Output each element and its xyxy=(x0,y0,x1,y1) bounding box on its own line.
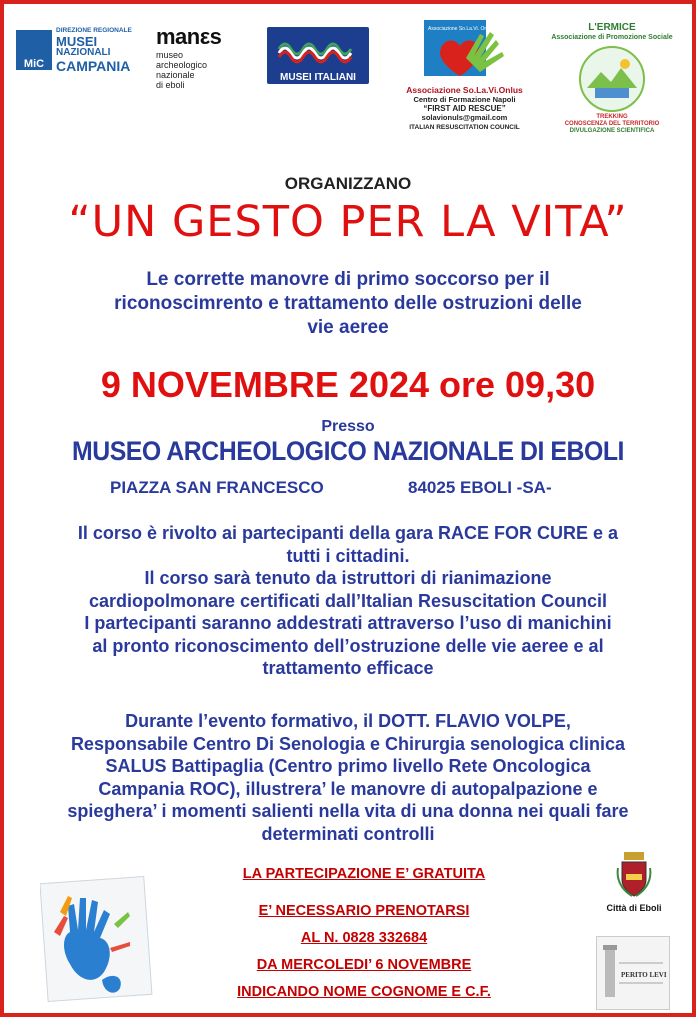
ermice-title: L'ERMICE xyxy=(588,22,636,33)
body2-line: determinati controlli xyxy=(261,823,435,844)
ermice-line2: CONOSCENZA DEL TERRITORIO xyxy=(564,121,660,128)
solavi-name: Associazione So.La.Vi.Onlus xyxy=(406,85,523,95)
subtitle xyxy=(4,268,692,340)
registration-phone: AL N. 0828 332684 xyxy=(300,930,428,946)
ermice-line3: DIVULGAZIONE SCIENTIFICA xyxy=(569,128,655,135)
body2-line: Durante l’evento formativo, il DOTT. FLAVIO VOLPE, xyxy=(125,711,571,731)
solavi-hand-heart-icon xyxy=(420,18,510,86)
ermice-line1: TREKKING xyxy=(596,114,628,121)
solavi-text xyxy=(402,86,527,132)
musei-italiani-logo xyxy=(267,27,369,84)
eboli-label: Città di Eboli xyxy=(606,903,662,913)
body1-line: cardiopolmonare certificati dall’Italian Resuscitation Council xyxy=(88,590,608,611)
solavi-logo xyxy=(402,18,527,158)
manes-sub4: di eboli xyxy=(156,79,185,90)
perito-label: PERITO LEVI xyxy=(621,971,667,979)
mic-logo-text xyxy=(56,28,132,74)
course-description xyxy=(22,522,674,680)
handprint-image xyxy=(40,876,158,1004)
body1-line: Il corso è rivolto ai partecipanti della gara RACE FOR CURE e a xyxy=(77,523,619,543)
venue-city: 84025 EBOLI -SA- xyxy=(408,478,552,497)
eboli-crest-icon xyxy=(614,850,654,898)
body1-line: al pronto riconoscimento dell’ostruzione delle vie aeree e al xyxy=(92,635,604,656)
solavi-line3: ITALIAN RESUSCITATION COUNCIL xyxy=(409,124,520,132)
registration-free: LA PARTECIPAZIONE E’ GRATUITA xyxy=(242,866,486,882)
manes-subtitle xyxy=(156,51,251,91)
registration-info: INDICANDO NOME COGNOME E C.F. xyxy=(237,984,491,1000)
venue-name: MUSEO ARCHEOLOGICO NAZIONALE DI EBOLI xyxy=(71,436,625,466)
body2-line: SALUS Battipaglia (Centro primo livello Rete Oncologica xyxy=(105,756,591,776)
manes-sub3: nazionale xyxy=(156,69,195,80)
perito-levi-logo xyxy=(596,936,670,1010)
event-date: 9 NOVEMBRE 2024 ore 09,30 xyxy=(100,364,596,405)
mic-badge-text: MiC xyxy=(23,58,45,70)
presso-label: Presso xyxy=(321,418,375,435)
subtitle-line1: Le corrette manovre di primo soccorso per il xyxy=(146,269,550,290)
body2-line: spieghera’ i momenti salienti nella vita di una donna nei quali fare xyxy=(67,801,629,821)
manes-logo xyxy=(156,24,251,90)
mic-line4: CAMPANIA xyxy=(56,57,131,74)
ermice-emblem-icon xyxy=(579,46,645,112)
registration-required: E’ NECESSARIO PRENOTARSI xyxy=(258,903,470,919)
ermice-subtitle: Associazione di Promozione Sociale xyxy=(551,34,673,41)
subtitle-line3: vie aeree xyxy=(307,317,389,338)
mic-line3: NAZIONALI xyxy=(56,47,111,59)
subtitle-line2: riconoscimrento e trattamento delle ostruzioni delle xyxy=(114,293,582,314)
solavi-line1: Centro di Formazione Napoli xyxy=(413,94,516,104)
solavi-email: solavionuls@gmail.com xyxy=(421,112,508,122)
mic-campania-logo xyxy=(16,28,141,74)
registration-start-date: DA MERCOLEDI’ 6 NOVEMBRE xyxy=(256,957,472,973)
organizzano-label: ORGANIZZANO xyxy=(284,174,412,193)
body2-line: Campania ROC), illustrera’ le manovre di autopalpazione e xyxy=(98,778,598,799)
solavi-line2: “FIRST AID RESCUE” xyxy=(423,104,506,114)
manes-title: manεs xyxy=(156,24,222,49)
body1-line: trattamento efficace xyxy=(262,658,434,678)
musei-italiani-waves-icon xyxy=(267,27,369,67)
venue-address: PIAZZA SAN FRANCESCO xyxy=(110,478,324,497)
solavi-logo-text: Associazione So.La.Vi. Onlus xyxy=(427,26,494,32)
body1-line: tutti i cittadini. xyxy=(286,545,410,566)
musei-italiani-label: MUSEI ITALIANI xyxy=(280,72,356,83)
citta-di-eboli-logo xyxy=(604,850,664,916)
mic-line2: MUSEI xyxy=(56,33,98,49)
mic-line1: DIREZIONE REGIONALE xyxy=(56,27,132,34)
body1-line: Il corso sarà tenuto da istruttori di rianimazione xyxy=(144,568,552,588)
headline-title: “UN GESTO PER LA VITA” xyxy=(68,197,628,247)
body1-line: I partecipanti saranno addestrati attraverso l’uso di manichini xyxy=(84,613,612,633)
manes-sub1: museo xyxy=(156,50,184,60)
speaker-description xyxy=(22,710,674,845)
manes-sub2: archeologico xyxy=(156,59,208,70)
mic-badge xyxy=(16,30,52,70)
body2-line: Responsabile Centro Di Senologia e Chirurgia senologica clinica xyxy=(70,733,626,754)
ermice-logo xyxy=(542,22,682,135)
